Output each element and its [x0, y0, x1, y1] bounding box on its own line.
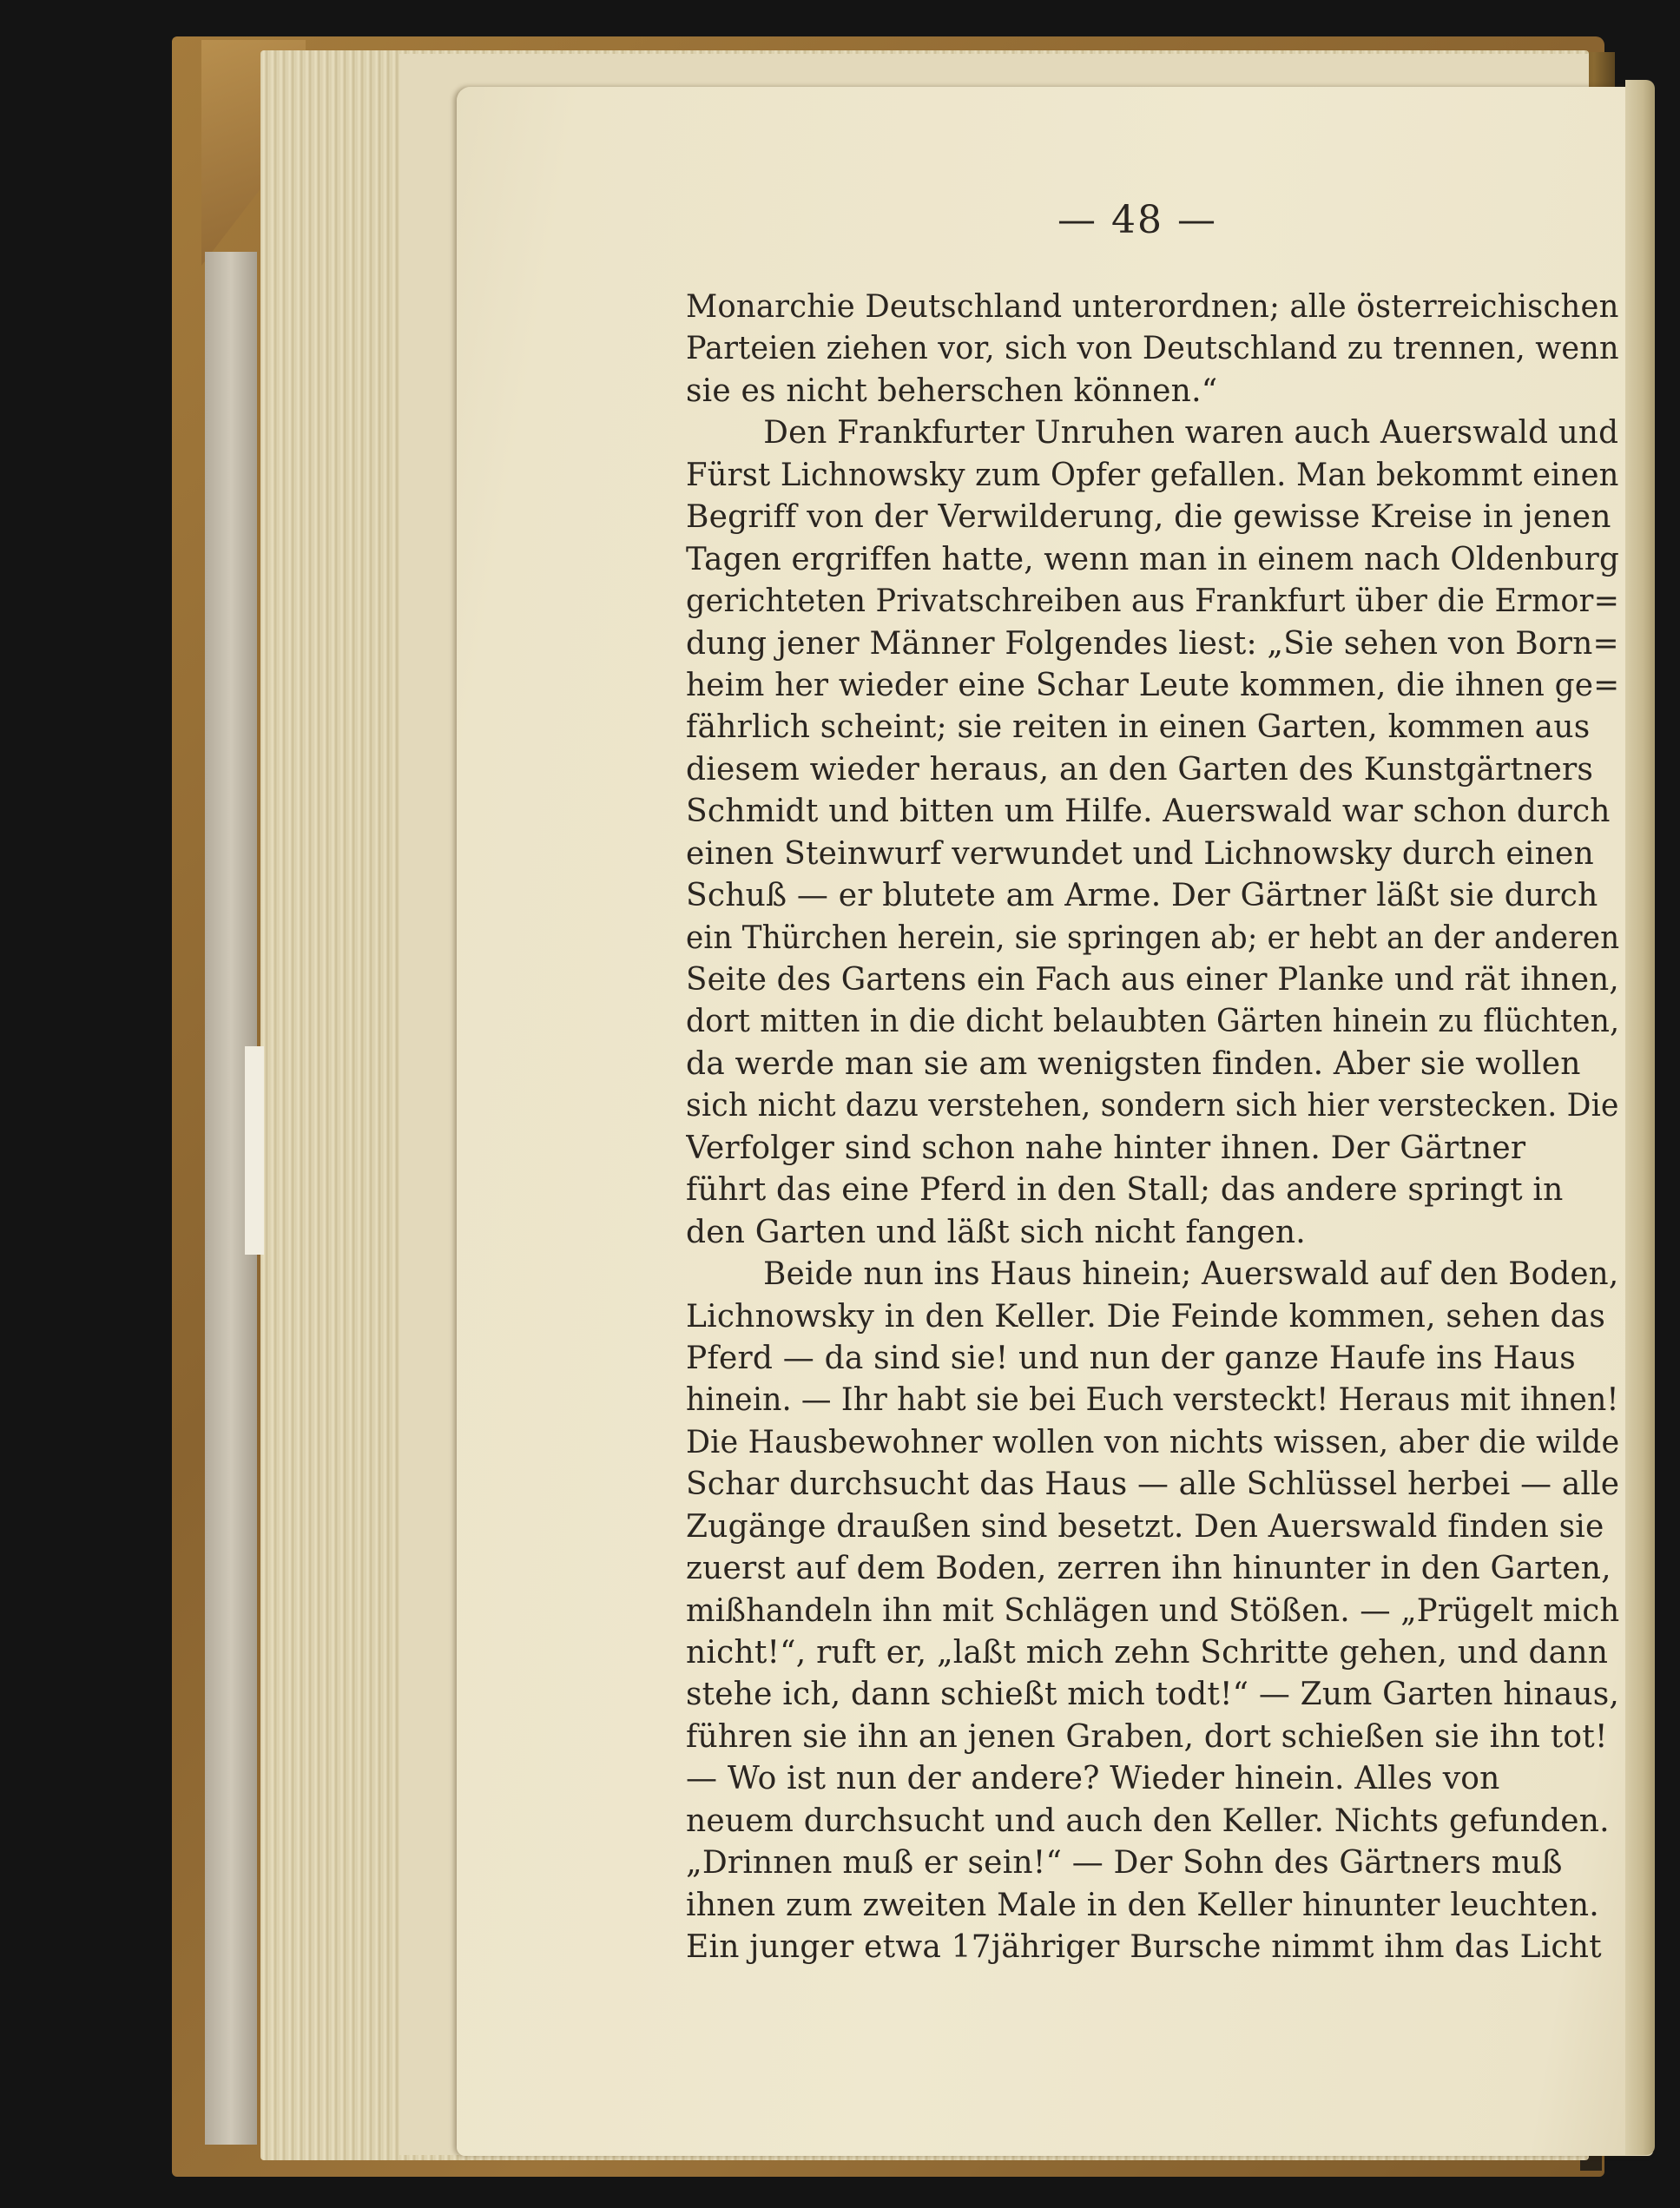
text-line: Lichnowsky in den Keller. Die Feinde kommen, sehen das [686, 1298, 1606, 1335]
text-line: heim her wieder eine Schar Leute kommen, die ihnen ge= [686, 667, 1620, 703]
text-line: Beide nun ins Haus hinein; Auerswald auf den Boden, [763, 1256, 1619, 1293]
text-line: dung jener Männer Folgendes liest: „Sie sehen von Born= [686, 625, 1619, 662]
text-line: den Garten und läßt sich nicht fangen. [686, 1214, 1306, 1250]
page-text [686, 287, 1641, 2023]
text-line: Schuß — er blutete am Arme. Der Gärtner läßt sie durch [686, 878, 1598, 914]
text-line: Den Frankfurter Unruhen waren auch Auerswald und [763, 415, 1619, 451]
text-line: fährlich scheint; sie reiten in einen Garten, kommen aus [686, 709, 1591, 746]
text-line: Die Hausbewohner wollen von nichts wissen, aber die wilde [686, 1424, 1620, 1460]
text-line: führen sie ihn an jenen Graben, dort schießen sie ihn tot! [686, 1718, 1608, 1755]
text-line: dort mitten in die dicht belaubten Gärten hinein zu flüchten, [686, 1004, 1620, 1040]
text-line: Pferd — da sind sie! und nun der ganze Haufe ins Haus [686, 1340, 1576, 1376]
text-line: Schar durchsucht das Haus — alle Schlüssel herbei — alle [686, 1467, 1620, 1503]
text-line: sie es nicht beherschen können.“ [686, 372, 1218, 409]
text-line: einen Steinwurf verwundet und Lichnowsky durch einen [686, 835, 1594, 872]
text-line: — Wo ist nun der andere? Wieder hinein. Alles von [686, 1761, 1500, 1797]
text-line: mißhandeln ihn mit Schlägen und Stößen. — „Prügelt mich [686, 1592, 1620, 1629]
text-line: nicht!“, ruft er, „laßt mich zehn Schritte gehen, und dann [686, 1635, 1609, 1671]
text-line: neuem durchsucht und auch den Keller. Nichts gefunden. [686, 1803, 1610, 1839]
text-line: hinein. — Ihr habt sie bei Euch versteckt! Heraus mit ihnen! [686, 1382, 1619, 1419]
text-line: da werde man sie am wenigsten finden. Aber sie wollen [686, 1045, 1581, 1082]
text-line: gerichteten Privatschreiben aus Frankfurt über die Ermor= [686, 583, 1620, 620]
text-line: Begriff von der Verwilderung, die gewisse Kreise in jenen [686, 499, 1611, 536]
text-line: Zugänge draußen sind besetzt. Den Auerswald finden sie [686, 1508, 1604, 1545]
text-line: Ein junger etwa 17jähriger Bursche nimmt ihm das Licht [686, 1929, 1602, 1966]
text-line: Parteien ziehen vor, sich von Deutschland zu trennen, wenn [686, 331, 1619, 367]
text-line: Verfolger sind schon nahe hinter ihnen. Der Gärtner [686, 1130, 1526, 1166]
text-line: diesem wieder heraus, an den Garten des Kunstgärtners [686, 751, 1594, 788]
text-line: Tagen ergriffen hatte, wenn man in einem nach Oldenburg [686, 541, 1620, 577]
text-line: ihnen zum zweiten Male in den Keller hinunter leuchten. [686, 1887, 1599, 1923]
page-number: — 48 — [1057, 198, 1217, 242]
paper-tab [245, 1046, 264, 1255]
text-line: ein Thürchen herein, sie springen ab; er hebt an der anderen [686, 919, 1620, 956]
text-line: „Drinnen muß er sein!“ — Der Sohn des Gärtners muß [686, 1845, 1563, 1882]
text-line: Monarchie Deutschland unterordnen; alle österreichischen [686, 289, 1619, 325]
text-line: zuerst auf dem Boden, zerren ihn hinunter in den Garten, [686, 1551, 1611, 1587]
text-line: führt das eine Pferd in den Stall; das andere springt in [686, 1172, 1564, 1209]
text-line: sich nicht dazu verstehen, sondern sich hier verstecken. Die [686, 1088, 1619, 1124]
text-line: Schmidt und bitten um Hilfe. Auerswald war schon durch [686, 794, 1611, 830]
text-line: stehe ich, dann schießt mich todt!“ — Zum Garten hinaus, [686, 1677, 1620, 1713]
text-line: Fürst Lichnowsky zum Opfer gefallen. Man bekommt einen [686, 457, 1619, 493]
text-line: Seite des Gartens ein Fach aus einer Planke und rät ihnen, [686, 962, 1619, 998]
